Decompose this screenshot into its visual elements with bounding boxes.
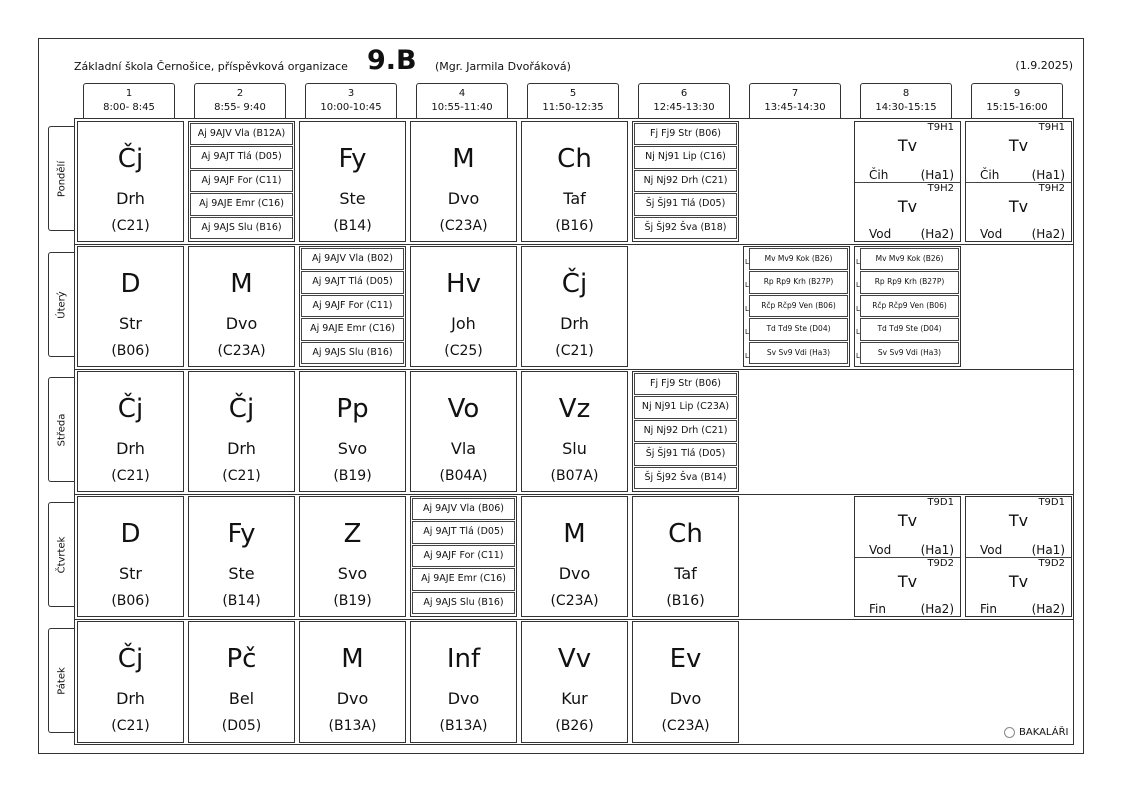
lesson-teacher: Kur [561, 689, 588, 708]
lesson-group-item[interactable]: Aj 9AJV Vla (B02) [301, 248, 404, 270]
period-time: 14:30-15:15 [875, 102, 937, 113]
period-number: 6 [680, 88, 688, 99]
lesson-cell[interactable] [521, 496, 628, 617]
lesson-cell[interactable] [410, 621, 517, 743]
lesson-subject: Čj [228, 394, 255, 424]
lesson-subject: Vo [447, 394, 480, 424]
lesson-room: (B19) [333, 468, 372, 484]
group-code: T9H2 [927, 182, 954, 194]
group-teacher: Čih [869, 167, 889, 182]
lesson-subject: Vz [558, 394, 591, 424]
group-lesson[interactable] [855, 122, 960, 182]
lesson-subject: Fy [338, 144, 367, 174]
group-subject: Tv [897, 196, 918, 216]
lesson-group-item[interactable]: Fj Fj9 Str (B06) [634, 123, 737, 145]
lesson-group-item[interactable]: Nj Nj91 Lip (C23A) [634, 396, 737, 418]
lesson-group-item[interactable]: Sv Sv9 Vdi (Ha3) L [860, 342, 959, 364]
lesson-cell[interactable] [521, 371, 628, 492]
lesson-group-item[interactable]: Mv Mv9 Kok (B26) L [749, 248, 848, 270]
lesson-group-item[interactable]: Nj Nj92 Drh (C21) [634, 420, 737, 442]
lesson-cell[interactable] [521, 621, 628, 743]
period-time: 15:15-16:00 [986, 102, 1048, 113]
school-name: Základní škola Černošice, příspěvková organizace [74, 60, 348, 73]
lesson-group-item[interactable]: Aj 9AJF For (C11) [412, 545, 515, 567]
lesson-cell[interactable] [77, 121, 184, 242]
lesson-teacher: Vla [450, 439, 477, 458]
group-code: T9H1 [927, 122, 954, 133]
group-teacher: Fin [980, 602, 997, 616]
day-label [48, 502, 75, 607]
group-room: (Ha1) [1031, 542, 1065, 557]
lesson-group-item[interactable]: Aj 9AJS Slu (B16) [301, 342, 404, 364]
lesson-teacher: Drh [116, 189, 145, 208]
day-name: Čtvrtek [56, 536, 68, 573]
lesson-room: (B26) [555, 718, 594, 734]
group-code: T9H1 [1038, 122, 1065, 133]
lesson-room: (C23A) [217, 343, 266, 359]
group-teacher: Vod [869, 227, 892, 241]
lesson-teacher: Drh [116, 689, 145, 708]
lesson-subject: Čj [561, 269, 588, 299]
lesson-group-item[interactable]: Td Td9 Ste (D04) L [749, 318, 848, 340]
period-header-1 [83, 83, 175, 118]
lesson-group-item[interactable]: Šj Šj91 Tlá (D05) [634, 443, 737, 465]
lesson-group-item[interactable]: Nj Nj91 Lip (C16) [634, 146, 737, 168]
group-room: (Ha2) [1031, 227, 1065, 241]
lesson-subject: Z [343, 519, 362, 549]
period-header-6 [638, 83, 730, 118]
lesson-cell[interactable] [410, 246, 517, 367]
lesson-group-item[interactable]: Šj Šj91 Tlá (D05) [634, 193, 737, 215]
period-header-4 [416, 83, 508, 118]
lesson-room: (C21) [111, 718, 150, 734]
lesson-subject: D [120, 519, 141, 549]
lesson-subject: Čj [117, 394, 144, 424]
split-lesson-cell[interactable] [188, 121, 295, 242]
group-room: (Ha1) [920, 542, 954, 557]
lesson-group-item[interactable]: Aj 9AJV Vla (B06) [412, 498, 515, 520]
period-time: 12:45-13:30 [653, 102, 715, 113]
lesson-teacher: Dvo [225, 314, 258, 333]
lesson-cell[interactable] [77, 621, 184, 743]
lesson-teacher: Taf [563, 189, 586, 208]
lesson-room: (B14) [222, 593, 261, 609]
group-code: T9D1 [1038, 497, 1065, 508]
lesson-room: (B04A) [439, 468, 488, 484]
day-name: Úterý [56, 290, 68, 319]
lesson-marker: L [745, 281, 749, 290]
lesson-room: (C23A) [661, 718, 710, 734]
group-lesson[interactable] [966, 122, 1071, 182]
period-number: 5 [569, 88, 577, 99]
group-lesson[interactable] [966, 557, 1071, 617]
period-number: 3 [347, 88, 355, 99]
group-subject: Tv [897, 511, 918, 530]
lesson-room: (B13A) [439, 718, 488, 734]
lesson-room: (D05) [221, 718, 262, 734]
lesson-group-item[interactable]: Rčp Rčp9 Ven (B06) L [749, 295, 848, 317]
lesson-marker: L [745, 258, 749, 266]
timetable-grid [74, 118, 1074, 745]
class-teacher: (Mgr. Jarmila Dvořáková) [435, 60, 571, 73]
lesson-subject: Pp [336, 394, 369, 424]
period-number: 8 [902, 88, 910, 99]
lesson-teacher: Ste [228, 564, 255, 583]
group-room: (Ha2) [920, 602, 954, 616]
lesson-group-item[interactable]: Aj 9AJT Tlá (D05) [190, 146, 293, 168]
group-teacher: Vod [869, 542, 892, 557]
group-room: (Ha1) [920, 167, 954, 182]
lesson-subject: Ch [668, 519, 703, 549]
lesson-cell[interactable] [410, 121, 517, 242]
lesson-subject: Vv [557, 644, 592, 674]
group-code: T9H2 [1038, 182, 1065, 194]
lesson-room: (B07A) [550, 468, 599, 484]
row-separator [75, 494, 1073, 495]
lesson-subject: Fy [227, 519, 256, 549]
split-lesson-cell[interactable] [299, 246, 406, 367]
lesson-teacher: Taf [674, 564, 697, 583]
lesson-group-item[interactable]: Rp Rp9 Krh (B27P) L [749, 271, 848, 293]
lesson-group-item[interactable]: Aj 9AJE Emr (C16) [412, 568, 515, 590]
lesson-cell[interactable] [632, 496, 739, 617]
lesson-teacher: Svo [337, 564, 368, 583]
group-teacher: Čih [980, 167, 1000, 182]
lesson-teacher: Ste [339, 189, 366, 208]
lesson-cell[interactable] [521, 121, 628, 242]
split-lesson-cell[interactable] [410, 496, 517, 617]
lesson-subject: Ch [557, 144, 592, 174]
period-time: 10:55-11:40 [431, 102, 493, 113]
lesson-teacher: Drh [560, 314, 589, 333]
day-name: Pátek [56, 666, 68, 695]
lesson-cell[interactable] [77, 246, 184, 367]
lesson-room: (C21) [222, 468, 261, 484]
lesson-room: (C21) [111, 468, 150, 484]
lesson-room: (B19) [333, 593, 372, 609]
period-header-9 [971, 83, 1063, 118]
lesson-room: (B06) [111, 343, 150, 359]
lesson-group-item[interactable]: Aj 9AJT Tlá (D05) [301, 271, 404, 293]
period-header-3 [305, 83, 397, 118]
split-lesson-cell[interactable] [632, 121, 739, 242]
period-time: 8:00- 8:45 [103, 102, 155, 113]
lesson-room: (B16) [666, 593, 705, 609]
lesson-cell[interactable] [299, 621, 406, 743]
group-room: (Ha2) [1031, 602, 1065, 616]
day-label [48, 126, 75, 231]
period-time: 8:55- 9:40 [214, 102, 266, 113]
lesson-marker: L [745, 304, 749, 313]
group-subject: Tv [897, 136, 918, 155]
lesson-group-item[interactable]: Fj Fj9 Str (B06) [634, 373, 737, 395]
day-name: Pondělí [56, 160, 68, 197]
lesson-group-item[interactable]: Aj 9AJS Slu (B16) [190, 217, 293, 239]
lesson-marker: L [745, 328, 749, 337]
lesson-cell[interactable] [632, 621, 739, 743]
lesson-group-item[interactable]: Td Td9 Ste (D04) L [860, 318, 959, 340]
period-time: 11:50-12:35 [542, 102, 604, 113]
lesson-subject: M [230, 269, 253, 299]
period-number: 1 [125, 88, 133, 99]
lesson-cell[interactable] [299, 496, 406, 617]
group-subject: Tv [1008, 511, 1029, 530]
period-time: 10:00-10:45 [320, 102, 382, 113]
lesson-subject: M [452, 144, 475, 174]
lesson-cell[interactable] [299, 121, 406, 242]
group-subject: Tv [1008, 571, 1029, 591]
split-lesson-cell[interactable] [632, 371, 739, 492]
lesson-subject: Ev [669, 644, 702, 674]
lesson-group-item[interactable]: Sv Sv9 Vdi (Ha3) L [749, 342, 848, 364]
period-header-7 [749, 83, 841, 118]
lesson-subject: Čj [117, 144, 144, 174]
group-lesson[interactable] [966, 497, 1071, 557]
lesson-group-item[interactable]: Aj 9AJF For (C11) [301, 295, 404, 317]
period-number: 2 [236, 88, 244, 99]
period-time: 13:45-14:30 [764, 102, 826, 113]
group-code: T9D2 [927, 557, 954, 569]
period-header-2 [194, 83, 286, 118]
day-label [48, 252, 75, 357]
group-lesson-cell[interactable] [854, 496, 961, 617]
split-lesson-cell[interactable] [854, 246, 961, 367]
lesson-group-item[interactable]: Rp Rp9 Krh (B27P) L [860, 271, 959, 293]
lesson-room: (C25) [444, 343, 483, 359]
group-lesson-cell[interactable] [965, 121, 1072, 242]
lesson-cell[interactable] [188, 621, 295, 743]
lesson-room: (C23A) [439, 218, 488, 234]
lesson-subject: M [563, 519, 586, 549]
lesson-teacher: Bel [228, 689, 255, 708]
lesson-teacher: Str [118, 314, 142, 333]
group-lesson[interactable] [966, 182, 1071, 242]
group-lesson[interactable] [855, 557, 960, 617]
lesson-group-item[interactable]: Aj 9AJV Vla (B12A) [190, 123, 293, 145]
lesson-teacher: Joh [451, 314, 476, 333]
lesson-teacher: Dvo [558, 564, 591, 583]
period-header-5 [527, 83, 619, 118]
period-number: 4 [458, 88, 466, 99]
lesson-room: (C23A) [550, 593, 599, 609]
lesson-cell[interactable] [188, 246, 295, 367]
lesson-teacher: Drh [227, 439, 256, 458]
lesson-teacher: Dvo [336, 689, 369, 708]
lesson-room: (B13A) [328, 718, 377, 734]
lesson-room: (B06) [111, 593, 150, 609]
lesson-group-item[interactable]: Aj 9AJT Tlá (D05) [412, 521, 515, 543]
lesson-room: (C21) [555, 343, 594, 359]
lesson-group-item[interactable]: Aj 9AJE Emr (C16) [301, 318, 404, 340]
lesson-teacher: Drh [116, 439, 145, 458]
group-room: (Ha1) [1031, 167, 1065, 182]
period-number: 7 [791, 88, 799, 99]
lesson-cell[interactable] [77, 371, 184, 492]
lesson-marker: L [856, 304, 860, 313]
lesson-subject: Pč [226, 644, 257, 674]
lesson-subject: Hv [446, 269, 481, 299]
row-separator [75, 619, 1073, 620]
lesson-marker: L [856, 328, 860, 337]
lesson-group-item[interactable]: Šj Šj92 Šva (B14) [634, 467, 737, 489]
group-code: T9D1 [927, 497, 954, 508]
lesson-group-item[interactable]: Mv Mv9 Kok (B26) L [860, 248, 959, 270]
timetable-date: (1.9.2025) [1015, 59, 1073, 72]
lesson-marker: L [856, 258, 860, 266]
split-lesson-cell[interactable] [743, 246, 850, 367]
lesson-marker: L [745, 351, 749, 360]
class-name: 9.B [367, 45, 417, 76]
lesson-room: (C21) [111, 218, 150, 234]
group-code: T9D2 [1038, 557, 1065, 569]
brand-name: BAKALÁŘI [1019, 727, 1069, 738]
lesson-subject: M [341, 644, 364, 674]
period-number: 9 [1013, 88, 1021, 99]
lesson-teacher: Dvo [447, 189, 480, 208]
group-teacher: Fin [869, 602, 886, 616]
group-lesson[interactable] [855, 497, 960, 557]
lesson-group-item[interactable]: Šj Šj92 Šva (B18) [634, 217, 737, 239]
lesson-group-item[interactable]: Aj 9AJE Emr (C16) [190, 193, 293, 215]
lesson-teacher: Dvo [669, 689, 702, 708]
group-room: (Ha2) [920, 227, 954, 241]
lesson-teacher: Slu [562, 439, 587, 458]
group-teacher: Vod [980, 542, 1003, 557]
lesson-cell[interactable] [299, 371, 406, 492]
lesson-group-item[interactable]: Aj 9AJS Slu (B16) [412, 592, 515, 614]
lesson-subject: Inf [446, 644, 481, 674]
group-subject: Tv [1008, 136, 1029, 155]
group-lesson[interactable] [855, 182, 960, 242]
day-label [48, 377, 75, 482]
group-lesson-cell[interactable] [965, 496, 1072, 617]
lesson-group-item[interactable]: Aj 9AJF For (C11) [190, 170, 293, 192]
lesson-subject: Čj [117, 644, 144, 674]
group-lesson-cell[interactable] [854, 121, 961, 242]
day-name: Středa [56, 413, 68, 446]
lesson-room: (B16) [555, 218, 594, 234]
lesson-subject: D [120, 269, 141, 299]
bakalari-logo-icon [1004, 727, 1015, 738]
lesson-cell[interactable] [77, 496, 184, 617]
lesson-marker: L [856, 351, 860, 360]
lesson-cell[interactable] [410, 371, 517, 492]
lesson-group-item[interactable]: Rčp Rčp9 Ven (B06) L [860, 295, 959, 317]
group-subject: Tv [1008, 196, 1029, 216]
lesson-cell[interactable] [521, 246, 628, 367]
lesson-group-item[interactable]: Nj Nj92 Drh (C21) [634, 170, 737, 192]
day-label [48, 628, 75, 733]
lesson-teacher: Str [118, 564, 142, 583]
lesson-teacher: Dvo [447, 689, 480, 708]
row-separator [75, 369, 1073, 370]
lesson-cell[interactable] [188, 496, 295, 617]
lesson-teacher: Svo [337, 439, 368, 458]
lesson-room: (B14) [333, 218, 372, 234]
group-teacher: Vod [980, 227, 1003, 241]
lesson-cell[interactable] [188, 371, 295, 492]
period-header-8 [860, 83, 952, 118]
group-subject: Tv [897, 571, 918, 591]
row-separator [75, 244, 1073, 245]
lesson-marker: L [856, 281, 860, 290]
